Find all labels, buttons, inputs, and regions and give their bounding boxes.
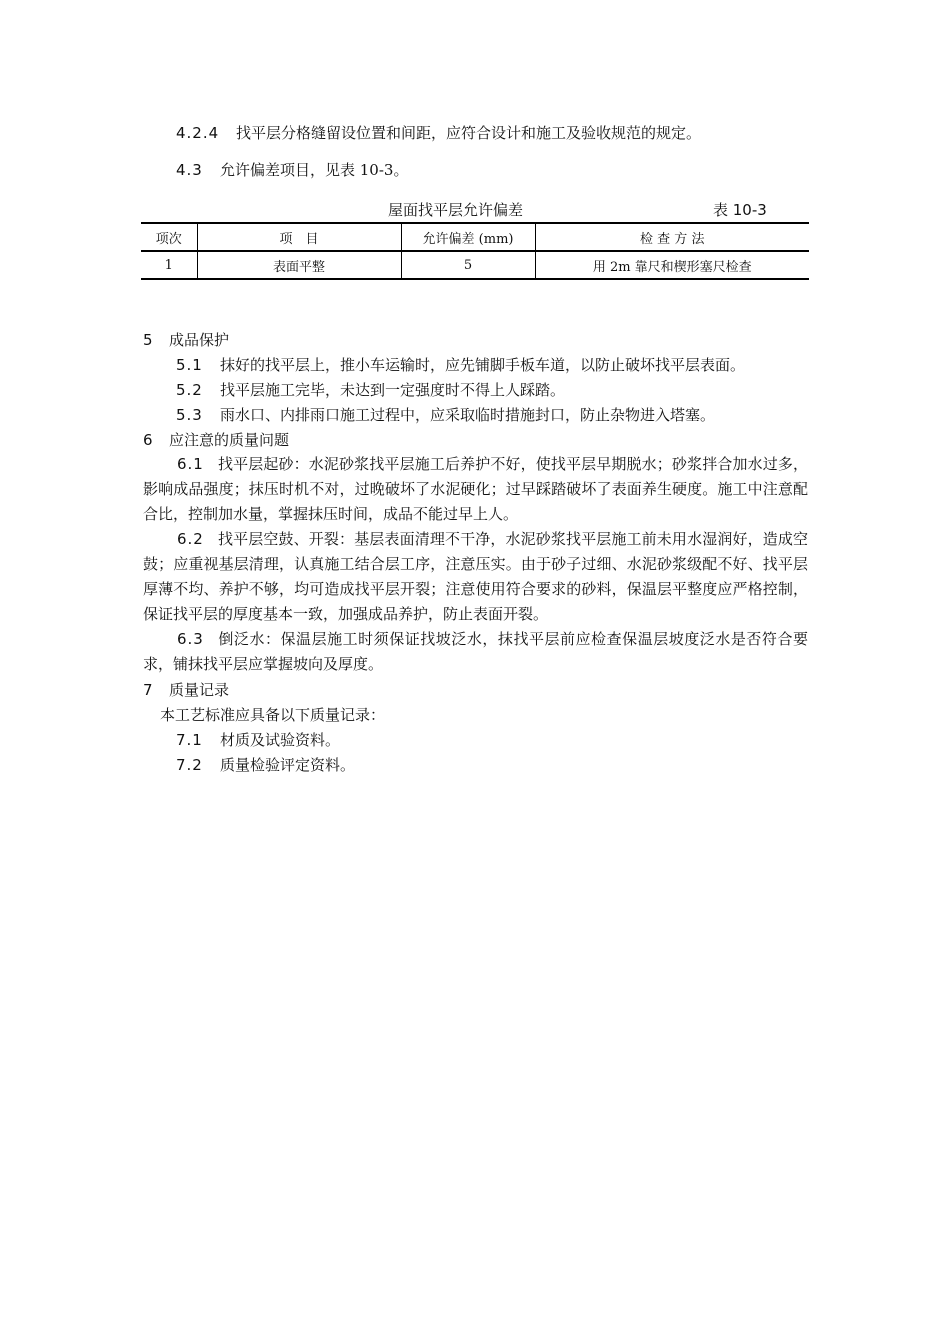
clause-number: 4.3 xyxy=(176,161,203,179)
section-title: 应注意的质量问题 xyxy=(169,431,290,449)
table-cell: 1 xyxy=(141,251,197,279)
clause-4-3 xyxy=(176,160,408,180)
clause-number: 5.3 xyxy=(176,406,203,424)
clause-number: 6.3 xyxy=(177,630,204,648)
clause-text: 允许偏差项目，见表 10-3。 xyxy=(220,161,409,179)
clause-6-1 xyxy=(143,452,808,527)
section-7-intro: 本工艺标准应具备以下质量记录： xyxy=(160,706,386,724)
clause-7-1 xyxy=(176,730,340,750)
clause-number: 5.1 xyxy=(176,356,203,374)
tolerance-table xyxy=(141,222,809,280)
clause-number: 6.1 xyxy=(177,455,204,473)
table-cell: 5 xyxy=(401,251,535,279)
clause-number: 4.2.4 xyxy=(176,124,220,142)
section-number: 7 xyxy=(143,681,154,699)
clause-text: 雨水口、内排雨口施工过程中，应采取临时措施封口，防止杂物进入塔塞。 xyxy=(220,406,716,424)
section-7-heading xyxy=(143,680,229,700)
table-cell: 表面平整 xyxy=(197,251,401,279)
clause-text: 找平层起砂：水泥砂浆找平层施工后养护不好，使找平层早期脱水；砂浆拌合加水过多，影响成品强度；抹压时机不对，过晚破坏了水泥硬化；过早踩踏破坏了表面养生硬度。施工中注意配合比，控制加水量，掌握抹压时间，成品不能过早上人。 xyxy=(143,455,808,523)
table-cell: 用 2m 靠尺和楔形塞尺检查 xyxy=(535,251,809,279)
clause-5-3 xyxy=(176,405,715,425)
clause-7-2 xyxy=(176,755,355,775)
clause-number: 7.1 xyxy=(176,731,203,749)
table-row xyxy=(141,251,809,279)
section-number: 6 xyxy=(143,431,154,449)
clause-text: 质量检验评定资料。 xyxy=(220,756,356,774)
section-title: 成品保护 xyxy=(169,331,230,349)
section-5-heading xyxy=(143,330,229,350)
clause-4-2-4 xyxy=(176,123,701,143)
clause-text: 找平层分格缝留设位置和间距，应符合设计和施工及验收规范的规定。 xyxy=(236,124,702,142)
clause-6-3 xyxy=(143,627,808,677)
section-number: 5 xyxy=(143,331,154,349)
clause-number: 5.2 xyxy=(176,381,203,399)
section-title: 质量记录 xyxy=(169,681,230,699)
section-6-heading xyxy=(143,430,289,450)
clause-number: 6.2 xyxy=(177,530,204,548)
table-header-cell: 项 目 xyxy=(197,223,401,251)
clause-text: 材质及试验资料。 xyxy=(220,731,341,749)
clause-number: 7.2 xyxy=(176,756,203,774)
clause-text: 找平层施工完毕，未达到一定强度时不得上人踩踏。 xyxy=(220,381,566,399)
table-header-cell: 检 查 方 法 xyxy=(535,223,809,251)
clause-text: 抹好的找平层上，推小车运输时，应先铺脚手板车道，以防止破坏找平层表面。 xyxy=(220,356,746,374)
clause-5-1 xyxy=(176,355,745,375)
clause-6-2 xyxy=(143,527,808,627)
clause-text: 找平层空鼓、开裂：基层表面清理不干净，水泥砂浆找平层施工前未用水湿润好，造成空鼓；应重视基层清理，认真施工结合层工序，注意压实。由于砂子过细、水泥砂浆级配不好、找平层厚薄不均、养护不够，均可造成找平层开裂；注意使用符合要求的砂料，保温层平整度应严格控制，保证找平层的厚度基本一致，加强成品养护，防止表面开裂。 xyxy=(143,530,808,623)
clause-5-2 xyxy=(176,380,565,400)
table-header-row xyxy=(141,223,809,251)
table-number: 表 10-3 xyxy=(713,201,767,219)
clause-text: 倒泛水：保温层施工时须保证找坡泛水，抹找平层前应检查保温层坡度泛水是否符合要求，铺抹找平层应掌握坡向及厚度。 xyxy=(143,630,808,673)
table-header-cell: 项次 xyxy=(141,223,197,251)
table-header-cell: 允许偏差 (mm) xyxy=(401,223,535,251)
table-title: 屋面找平层允许偏差 xyxy=(388,201,524,219)
